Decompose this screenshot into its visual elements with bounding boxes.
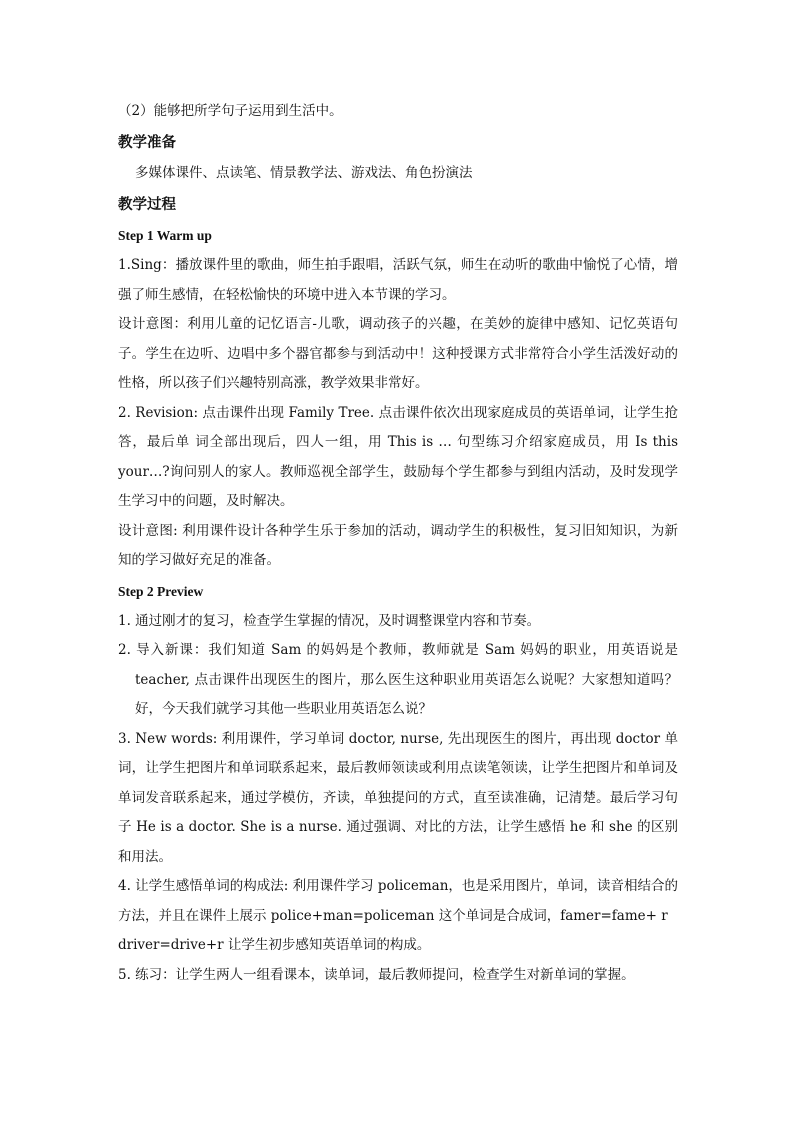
step1-sing: 1.Sing：播放课件里的歌曲，师生拍手跟唱，活跃气氛，师生在动听的歌曲中愉悦了心情，增强了师生感情，在轻松愉快的环境中进入本节课的学习。 (118, 257, 678, 303)
step2-title: Step 2 Preview (118, 583, 204, 599)
step2-item-2: 2. 导入新课：我们知道 Sam 的妈妈是个教师，教师就是 Sam 妈妈的职业，用英语说是 teacher, 点击课件出现医生的图片，那么医生这种职业用英语怎么说呢？大家想知道吗？好，今天我们就学习其他一些职业用英语怎么说？ (118, 642, 678, 717)
step1-revision: 2. Revision: 点击课件出现 Family Tree. 点击课件依次出现家庭成员的英语单词，让学生抢答，最后单 词全部出现后，四人一组，用 This is … 句型练习介绍家庭成员，用 Is this your…?询问别人的家人。教师巡视全部学生，鼓励每个学生都参与到组内活动，及时发现学生学习中的问题，及时解决。 (118, 404, 678, 509)
step1-design-intent-1: 设计意图：利用儿童的记忆语言-儿歌，调动孩子的兴趣，在美妙的旋律中感知、记忆英语句子。学生在边听、边唱中多个器官都参与到活动中！这种授课方式非常符合小学生活泼好动的性格，所以孩子们兴趣特别高涨，教学效果非常好。 (118, 316, 678, 391)
prep-text: 多媒体课件、点读笔、情景教学法、游戏法、角色扮演法 (135, 165, 473, 181)
prep-heading: 教学准备 (118, 134, 176, 151)
step2-item-5: 5. 练习：让学生两人一组看课本，读单词，最后教师提问，检查学生对新单词的掌握。 (118, 966, 635, 983)
process-heading: 教学过程 (118, 196, 176, 213)
step1-title: Step 1 Warm up (118, 228, 212, 243)
document-body (118, 96, 678, 990)
step1-design-intent-2: 设计意图: 利用课件设计各种学生乐于参加的活动，调动学生的积极性，复习旧知知识，为新知的学习做好充足的准备。 (118, 522, 678, 568)
goal-2: （2）能够把所学句子运用到生活中。 (118, 103, 343, 119)
step2-item-4-line-1: 4. 让学生感悟单词的构成法: 利用课件学习 policeman，也是采用图片，单词，读音相结合的方法，并且在课件上展示 police+man=policeman 这个单词是合成词，famer=fame+ r (118, 878, 678, 924)
step2-item-1: 1. 通过刚才的复习，检查学生掌握的情况，及时调整课堂内容和节奏。 (118, 612, 541, 629)
step2-item-3: 3. New words: 利用课件，学习单词 doctor, nurse, 先出现医生的图片，再出现 doctor 单词，让学生把图片和单词联系起来，最后教师领读或利用点读笔领读，让学生把图片和单词及单词发音联系起来，通过学模仿，齐读，单独提问的方式，直至读准确，记清楚。最后学习句子 He is a doctor. She is a nurse. 通过强调、对比的方法，让学生感悟 he 和 she 的区别和用法。 (118, 730, 678, 865)
step2-item-4-line-2: driver=drive+r 让学生初步感知英语单词的构成。 (118, 937, 431, 953)
